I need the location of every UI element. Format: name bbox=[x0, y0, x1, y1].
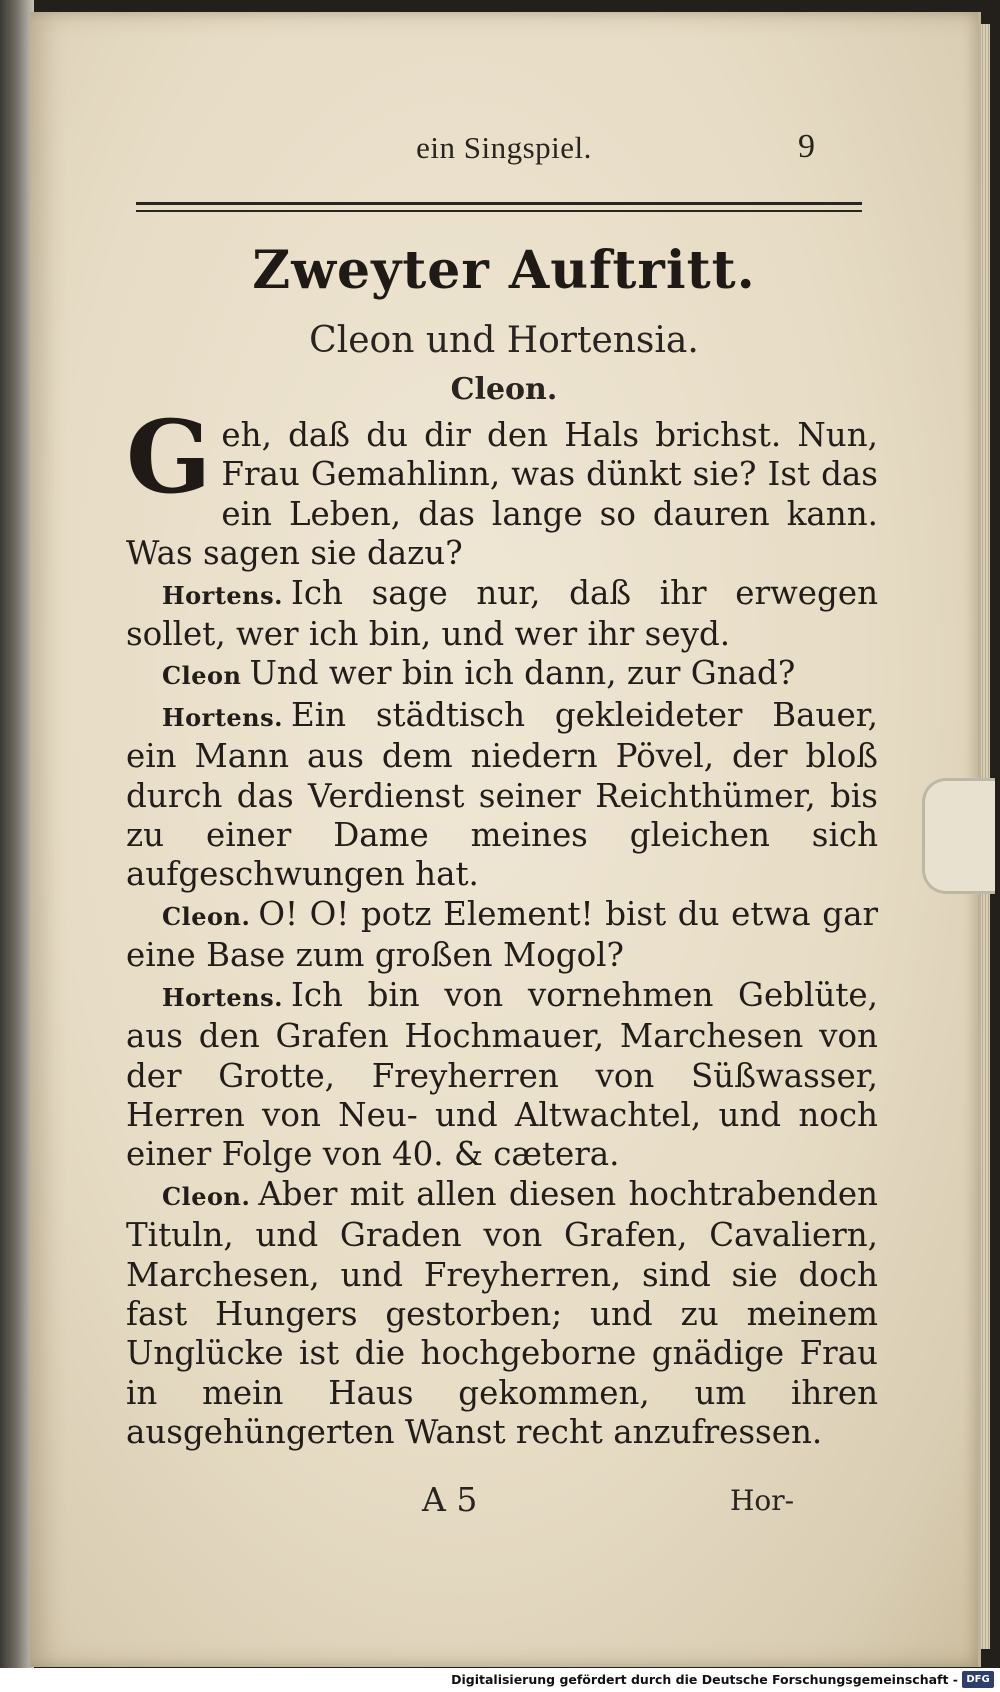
book-spine-edge bbox=[0, 0, 34, 1692]
page-footer-line bbox=[30, 1480, 978, 1520]
paragraph-text: Aber mit allen diesen hochtrabenden Tituln, und Graden von Grafen, Cavaliern, Marchesen, und Freyherren, sind sie doch fast Hungers gestorben; und zu meinem Unglücke ist die hochgeborne gnädige Frau in mein Haus gekommen, um ihren ausgehüngerten Wanst recht anzufressen. bbox=[126, 1174, 878, 1452]
dialogue-paragraph bbox=[126, 1175, 878, 1453]
book-page bbox=[30, 12, 981, 1667]
speaker-label: Hortens. bbox=[162, 982, 283, 1012]
dialogue-paragraph bbox=[126, 895, 878, 976]
scene-title: Zweyter Auftritt. bbox=[252, 240, 756, 301]
drop-cap: G bbox=[126, 398, 212, 516]
dialogue-paragraph bbox=[126, 976, 878, 1175]
paragraph-text: Und wer bin ich dann, zur Gnad? bbox=[249, 654, 796, 693]
dialogue-paragraph bbox=[126, 696, 878, 895]
paragraph-text: Ich sage nur, daß ihr erwegen sollet, wer ich bin, und wer ihr seyd. bbox=[126, 573, 878, 654]
header-rule bbox=[136, 202, 862, 212]
digitization-credit: Digitalisierung gefördert durch die Deutsche Forschungsgemeinschaft - bbox=[451, 1672, 958, 1687]
running-head: ein Singspiel. bbox=[416, 130, 592, 165]
speaker-label: Cleon. bbox=[162, 901, 251, 931]
speaker-label: Cleon bbox=[162, 661, 242, 691]
digitization-footer bbox=[0, 1668, 1000, 1692]
dfg-logo-icon: DFG bbox=[962, 1671, 994, 1688]
dialogue-paragraph bbox=[126, 398, 878, 574]
paragraph-text: Ich bin von vornehmen Geblüte, aus den Grafen Hochmauer, Marchesen von der Grotte, Freyherren von Süßwasser, Herren von Neu- und Altwachtel, und noch einer Folge von 40. & cætera. bbox=[126, 975, 878, 1174]
paragraph-text: O! O! potz Element! bist du etwa gar eine Base zum großen Mogol? bbox=[126, 894, 878, 975]
dialogue-text bbox=[126, 398, 878, 1453]
signature-mark: A 5 bbox=[422, 1480, 478, 1519]
catchword: Hor- bbox=[730, 1484, 795, 1517]
bookmark-tab bbox=[922, 778, 995, 894]
paragraph-text: eh, daß du dir den Hals brichst. Nun, Frau Gemahlinn, was dünkt sie? Ist das ein Leben, das lange so dauren kann. Was sagen sie dazu? bbox=[126, 416, 878, 573]
dialogue-paragraph bbox=[126, 574, 878, 655]
page-number: 9 bbox=[798, 128, 815, 165]
first-speaker: Cleon. bbox=[450, 372, 558, 407]
paragraph-text: Ein städtisch gekleideter Bauer, ein Mann aus dem niedern Pövel, der bloß durch das Verdienst seiner Reichthümer, bis zu einer Dame meines gleichen sich aufgeschwungen hat. bbox=[126, 695, 878, 894]
speaker-label: Hortens. bbox=[162, 580, 283, 610]
speaker-label: Hortens. bbox=[162, 702, 283, 732]
scene-characters: Cleon und Hortensia. bbox=[309, 320, 699, 361]
dialogue-paragraph bbox=[126, 654, 878, 695]
speaker-label: Cleon. bbox=[162, 1181, 251, 1211]
